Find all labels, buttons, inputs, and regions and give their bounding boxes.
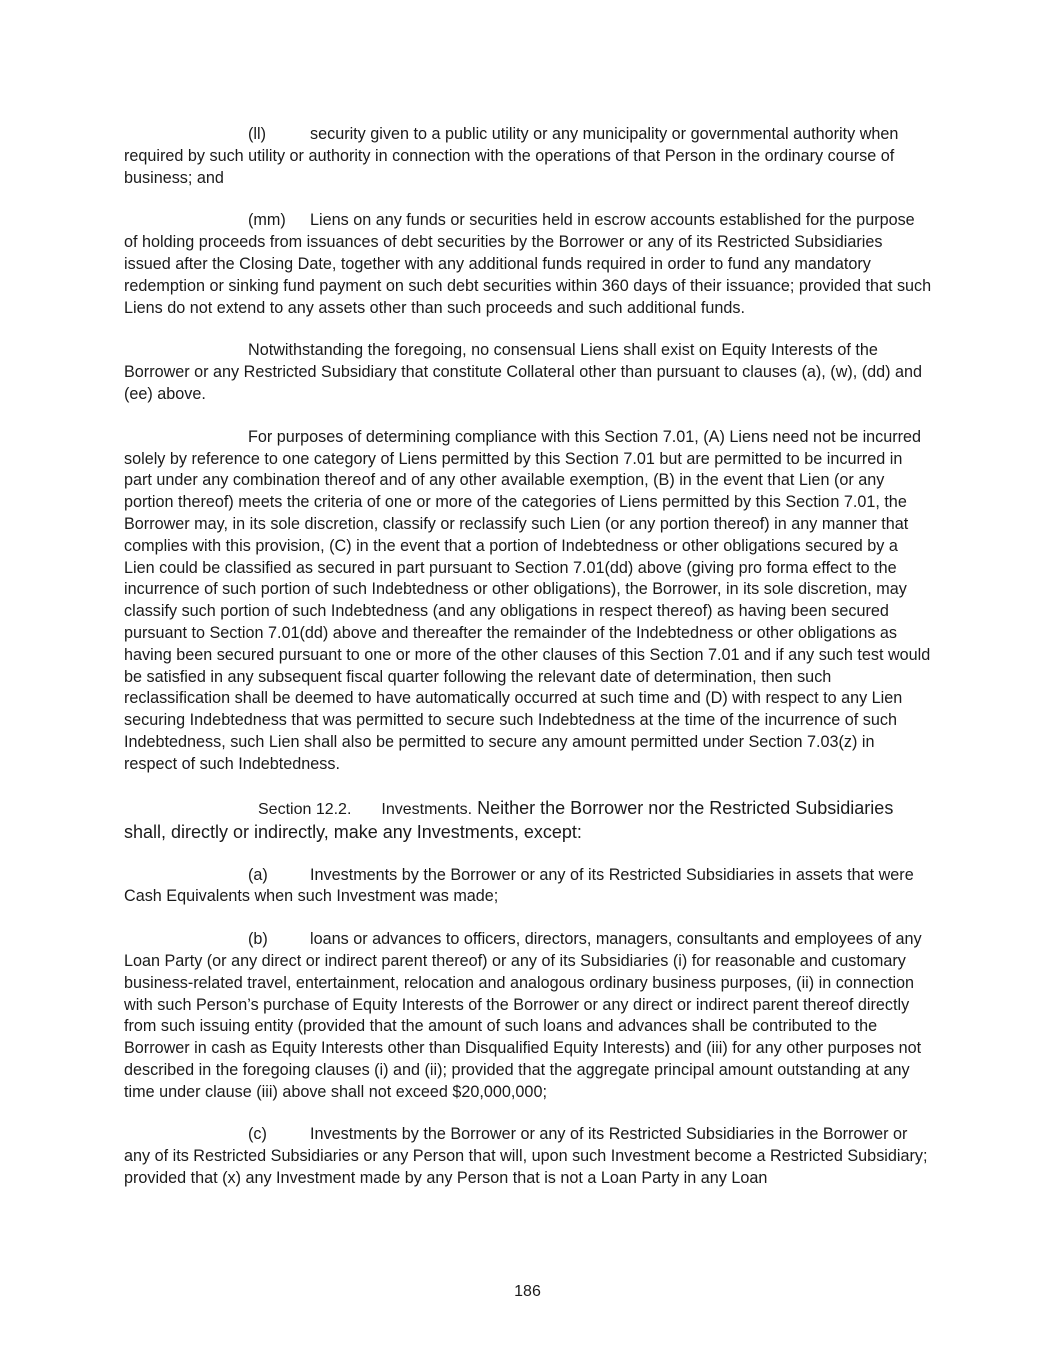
paragraph-text: For purposes of determining compliance with this Section 7.01, (A) Liens need not be incurred solely by reference to one category of Liens permitted by this Section 7.01 but are permitted to be incurred in part under any combination thereof and of any other available exemption, (B) in the event that Lien (or any portion thereof) meets the criteria of one or more of the categories of Liens permitted by this Section 7.01, the Borrower may, in its sole discretion, classify or reclassify such Lien (or any portion thereof) in any manner that complies with this provision, (C) in the event that a portion of Indebtedness or other obligations secured by a Lien could be classified as secured in part pursuant to Section 7.01(dd) above (giving pro forma effect to the incurrence of such portion of such Indebtedness or other obligations), the Borrower, in its sole discretion, may classify such portion of such Indebtedness (and any obligations in respect thereof) as having been secured pursuant to Section 7.01(dd) above and thereafter the remainder of the Indebtedness or other obligations as having been secured pursuant to one or more of the other clauses of this Section 7.01 and if any such test would be satisfied in any subsequent fiscal quarter following the relevant date of determination, then such reclassification shall be deemed to have automatically occurred at such time and (D) with respect to any Lien securing Indebtedness that was permitted to secure such Indebtedness at the time of the incurrence of such Indebtedness, such Lien shall also be permitted to secure any amount permitted under Section 7.03(z) in respect of such Indebtedness. [124,427,931,773]
clause-ll [124,124,932,189]
clause-mm [124,210,932,319]
clause-label: (b) [248,930,268,949]
clause-label: (c) [248,1125,267,1144]
document-page [124,124,932,1211]
compliance-paragraph [124,427,932,776]
clause-label: (ll) [248,125,266,143]
clause-text: security given to a public utility or any municipality or governmental authority when required by such utility or authority in connection with the operations of that Person in the ordinary course of business; and [124,125,899,187]
clause-c [124,1124,932,1189]
clause-text: loans or advances to officers, directors, managers, consultants and employees of any Loan Party (or any direct or indirect parent thereof) or any of its Subsidiaries (i) for reasonable and customary business-related travel, entertainment, relocation and analogous ordinary business purposes, (ii) in connection with such Person’s purchase of Equity Interests of the Borrower or any direct or indirect parent thereof directly from such issuing entity (provided that the amount of such loans and advances shall be contributed to the Borrower in cash as Equity Interests other than Disqualified Equity Interests) and (iii) for any other purposes not described in the foregoing clauses (i) and (ii); provided that the aggregate principal amount outstanding at any time under clause (iii) above shall not exceed $20,000,000; [124,930,922,1101]
clause-text: Investments by the Borrower or any of its Restricted Subsidiaries in assets that were Cash Equivalents when such Investment was made; [124,865,914,906]
section-text: Neither the Borrower nor the Restricted Subsidiaries shall, directly or indirectly, make any Investments, except: [124,797,894,842]
clause-label: (mm) [248,211,286,230]
section-number: Section 12.2. [258,800,352,818]
clause-label: (a) [248,865,268,884]
clause-a [124,865,932,909]
section-title: Investments. [381,800,473,818]
paragraph-text: Notwithstanding the foregoing, no consensual Liens shall exist on Equity Interests of the Borrower or any Restricted Subsidiary that constitute Collateral other than pursuant to clauses (a), (w), (dd) and (ee) above. [124,341,923,403]
page-number: 186 [514,1283,541,1300]
clause-b [124,929,932,1103]
notwithstanding-paragraph [124,340,932,405]
section-heading [124,797,932,844]
clause-text: Investments by the Borrower or any of its Restricted Subsidiaries in the Borrower or any of its Restricted Subsidiaries or any Person that will, upon such Investment become a Restricted Subsidiary; provided that (x) any Investment made by any Person that is not a Loan Party in any Loan [124,1125,928,1188]
clause-text: Liens on any funds or securities held in escrow accounts established for the purpose of holding proceeds from issuances of debt securities by the Borrower or any of its Restricted Subsidiaries issued after the Closing Date, together with any additional funds required in order to fund any mandatory redemption or sinking fund payment on such debt securities within 360 days of their issuance; provided that such Liens do not extend to any assets other than such proceeds and such additional funds. [124,211,932,317]
